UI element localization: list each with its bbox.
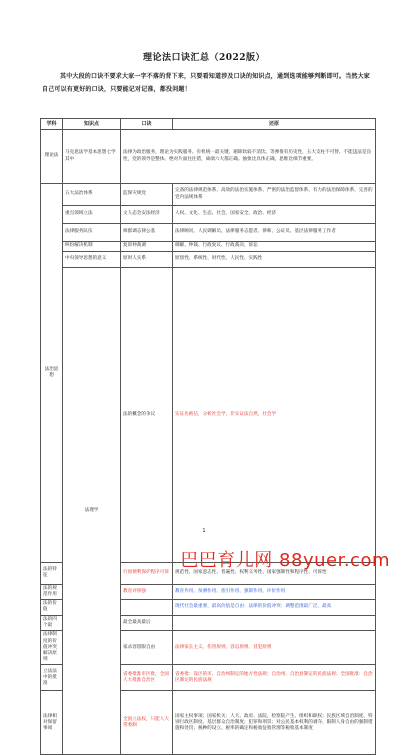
restore-cell: 人权、文化、生态、社会、国家安全、政治、经济 [173, 206, 376, 224]
header-topic: 知识点 [63, 119, 121, 130]
restore-cell: 原创性、系统性、时代性、人民性、实践性 [173, 252, 376, 268]
topic-cell: 纠纷解决机制 [63, 242, 121, 252]
table-header-row [41, 119, 376, 130]
category-politics: 法治思想 [41, 184, 63, 563]
topic-cell: 法的规范作用 [41, 584, 63, 599]
mnemonic-cell: 复诉仲裁调 [121, 242, 173, 252]
header-subject: 学科 [41, 119, 63, 130]
category-jurisprudence: 法理学 [63, 268, 121, 755]
restore-cell [173, 615, 376, 630]
restore-cell: 教育作用、预测作用、指引作用、强制作用、评价作用 [173, 584, 376, 599]
topic-cell: 五大法治体系 [63, 184, 121, 206]
table-row [41, 268, 376, 563]
restore-cell: 现代社会最重要、最高价值是自由：法律的价值冲突：调整范围最广泛、最高 [173, 599, 376, 615]
topic-cell: 法律服务队伍 [63, 224, 121, 242]
topic-cell: 法的特征 [41, 562, 63, 584]
mnemonic-cell: 省委批准市区批，全国人大批准自治区 [121, 665, 173, 691]
topic-cell: 中央领导思想的意义 [63, 252, 121, 268]
table-row [41, 206, 376, 224]
restore-cell: 国家主权事项；国家机关：人大、政府、法院、检察院产生、组织和职权；民族区域自治制度、特别行政区制度、基层群众自治制度；犯罪和刑罚；对公民基本权利的剥夺、限制人身自由的强制措施和处罚；税种的设立、税率的确定和税收征收管理等税收基本制度 [173, 691, 376, 755]
page-number: 1 [202, 528, 206, 534]
restore-cell: 法律顾问、人民调解员、法律服务志愿者、律师、公证员、基层法律服务工作者 [173, 224, 376, 242]
restore-cell: 法律家长主义、伤害原则、容忍原则、冒犯原则 [173, 631, 376, 665]
mnemonic-cell: 法律为政治服务，理论为实践服务。有机统一最关键，剔除软弱不消饮。等弹推有历史性，五大支柱不可替。不能违法是良性，党的领导是整体。绝对片面往往错，离端六大都正确。抽象比具体正确，思维比细节重要。 [121, 130, 376, 184]
restore-cell: 规范性、国家意志性、普遍性、权利义务性、国家强制性和程序性、可诉性 [173, 562, 376, 584]
topic-cell: 立法法中的批准 [41, 665, 63, 691]
topic-cell: 法的概念的争议 [121, 268, 173, 563]
mnemonic-cell: 实证先被信，分析社会学，非实证法自然，社会学 [173, 268, 376, 563]
intro-paragraph [42, 71, 376, 96]
header-restore: 还原 [173, 119, 376, 130]
mnemonic-cell: 家杀容留限自由 [121, 631, 173, 665]
mnemonic-table [40, 118, 376, 755]
table-row [41, 184, 376, 206]
mnemonic-cell: 监保灾规党 [121, 184, 173, 206]
table-row [41, 242, 376, 252]
watermark-logo: 巴巴育儿网 88yuer.com [180, 550, 390, 571]
topic-cell: 法律相对保留事项 [41, 691, 63, 755]
topic-cell: 马克思法学基本思想七学其中 [63, 130, 121, 184]
mnemonic-cell: 文人态会安法经济 [121, 206, 173, 224]
mnemonic-cell: 行国便利保护程序可诉 [121, 562, 173, 584]
mnemonic-cell: 全国立法权，只能人大常委制 [121, 691, 173, 755]
topic-cell: 法律制度的价值冲突解决原则 [41, 631, 63, 665]
mnemonic-cell: 师群调志律公基 [121, 224, 173, 242]
header-mnemonic: 口诀 [121, 119, 173, 130]
topic-cell: 重点领域立法 [63, 206, 121, 224]
mnemonic-cell: 最全最高最后 [121, 615, 173, 630]
table-row [41, 130, 376, 184]
table-row [41, 224, 376, 242]
restore-cell: 完备的法律规范体系、高效的法治实施体系、严密的法治监督体系、有力的法治保障体系、完善的党内法规体系 [173, 184, 376, 206]
intro-text: 其中大段的口诀不要求大家一字不落的背下来，只要看知道涉及口诀的知识点，通到选项能够判断即可。当然大家自己可以有更好的口诀，只要能记对记准，都没问题！ [42, 73, 371, 93]
category-ideology: 理论法 [41, 130, 63, 184]
document-title: 理论法口诀汇总（2022版） [142, 53, 266, 63]
restore-cell: 省委批：设区的市、自治州制定的地方性法规；自治州、自治县制定的民族法规；全国批准：自治区制定的民族法规 [173, 665, 376, 691]
topic-cell: 法的价值 [41, 599, 63, 615]
table-row [41, 252, 376, 268]
mnemonic-cell [121, 599, 173, 615]
mnemonic-cell: 教育评预强 [121, 584, 173, 599]
restore-cell: 调解、仲裁、行政复议、行政裁决、诉讼 [173, 242, 376, 252]
mnemonic-cell: 原时人实系 [121, 252, 173, 268]
topic-cell: 法的四个最 [41, 615, 63, 630]
